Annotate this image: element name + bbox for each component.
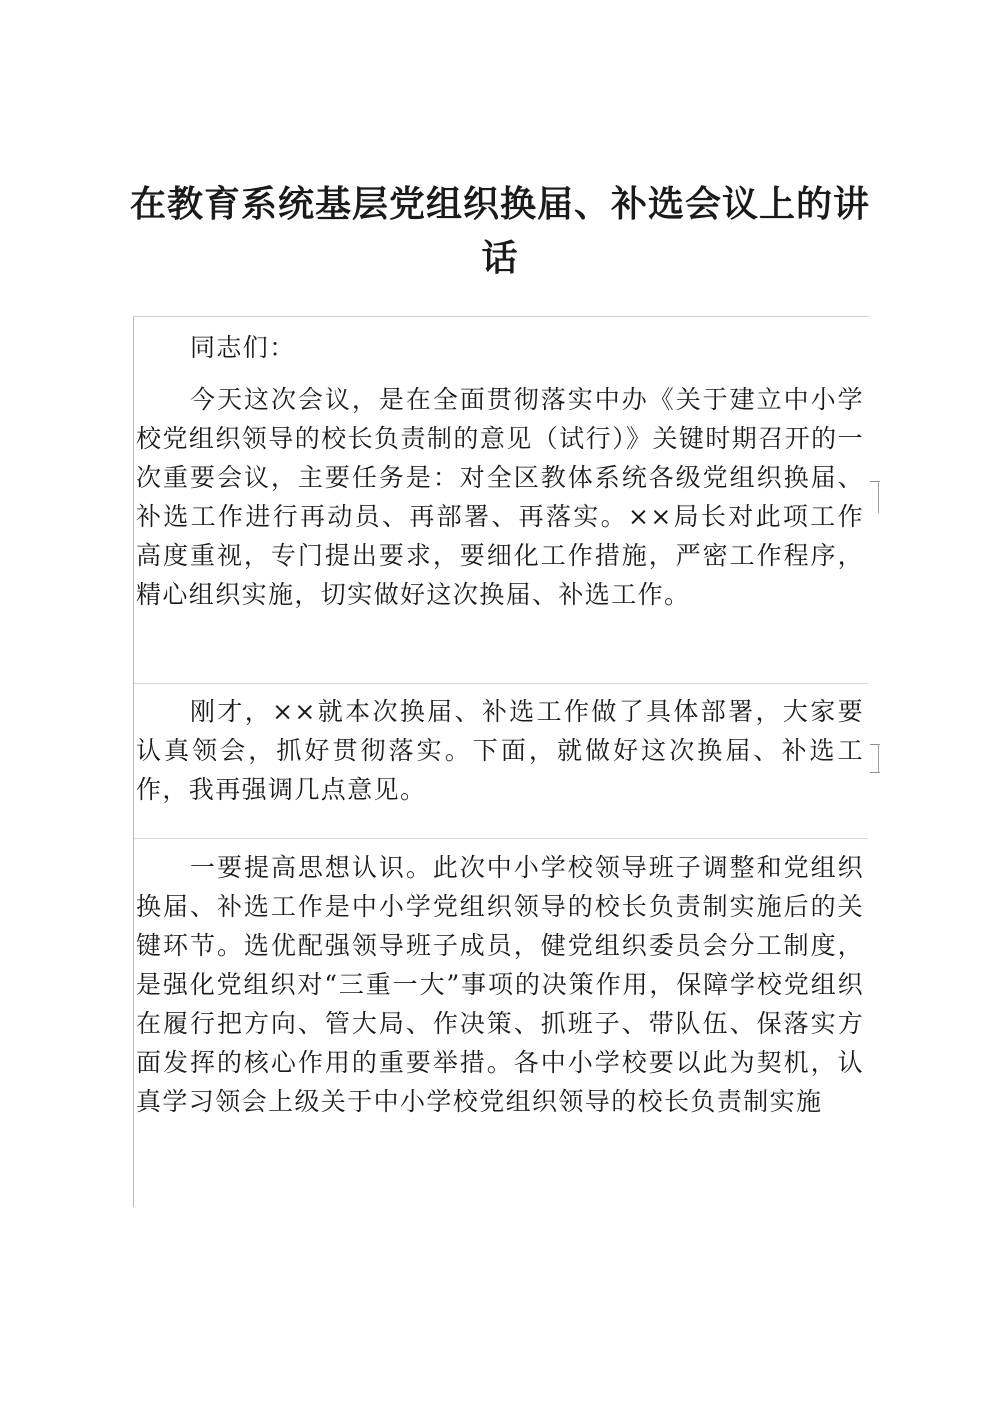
paragraph-3: 一要提高思想认识。此次中小学校领导班子调整和党组织换届、补选工作是中小学党组织领导的校长负责制实施后的关键环节。选优配强领导班子成员，健党组织委员会分工制度，是强化党组织对“三重一大”事项的决策作用，保障学校党组织在履行把方向、管大局、作决策、抓班子、带队伍、保落实方面发挥的核心作用的重要举措。各中小学校要以此为契机，认真学习领会上级关于中小学校党组织领导的校长负责制实施 <box>136 853 864 1116</box>
edge-tick <box>878 744 879 773</box>
paragraph-1: 今天这次会议，是在全面贯彻落实中办《关于建立中小学校党组织领导的校长负责制的意见（试行）》关键时期召开的一次重要会议，主要任务是：对全区教体系统各级党组织换届、补选工作进行再动员、再部署、再落实。××局长对此项工作高度重视，专门提出要求，要细化工作措施，严密工作程序，精心组织实施，切实做好这次换届、补选工作。 <box>136 385 864 609</box>
paragraph-2: 刚才，××就本次换届、补选工作做了具体部署，大家要认真领会，抓好贯彻落实。下面，就做好这次换届、补选工作，我再强调几点意见。 <box>136 697 864 804</box>
paragraph-divider <box>134 838 868 839</box>
document-title: 在教育系统基层党组织换届、补选会议上的讲话 <box>129 184 870 279</box>
edge-tick <box>878 481 879 513</box>
paragraph-divider <box>134 683 868 684</box>
greeting: 同志们： <box>190 333 296 362</box>
